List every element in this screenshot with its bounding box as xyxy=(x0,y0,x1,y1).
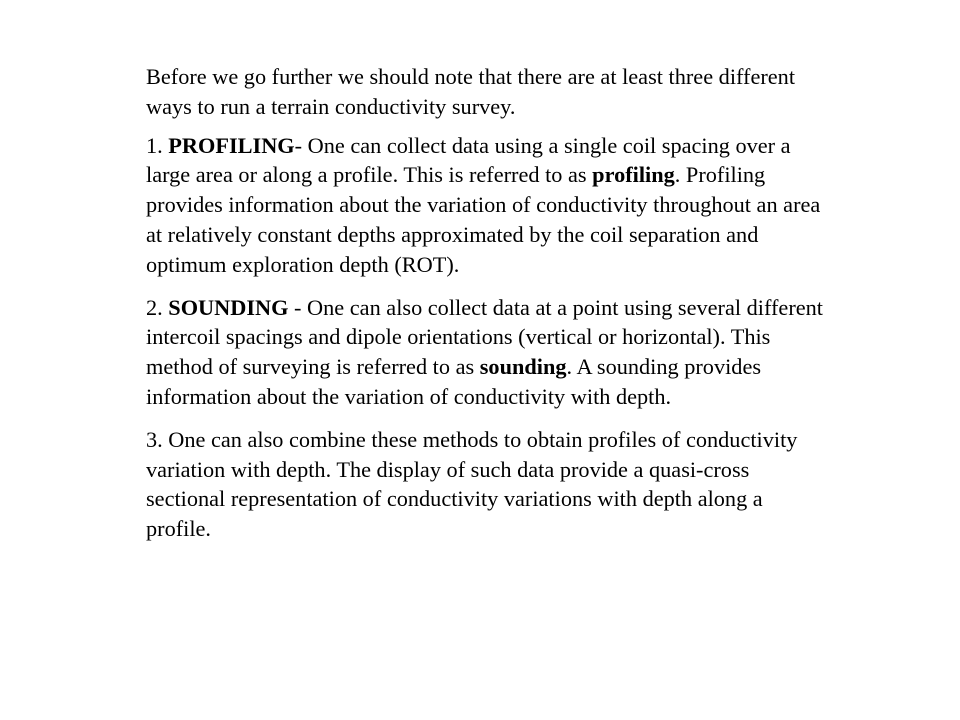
profiling-heading: PROFILING xyxy=(168,132,295,158)
combined-paragraph xyxy=(146,425,826,544)
sounding-number: 2. xyxy=(146,294,169,320)
intro-text: Before we go further we should note that there are at least three different ways to run a terrain conductivity survey. xyxy=(146,64,796,119)
slide-body xyxy=(146,62,826,557)
sounding-text-a: - One can also collect data at a point using several different intercoil spacings and dipole orientations (vertical or horizontal). This method of surveying is referred to as xyxy=(146,294,823,380)
profiling-number: 1. xyxy=(146,132,169,158)
intro-paragraph xyxy=(146,62,826,122)
sounding-term: sounding xyxy=(479,354,567,380)
profiling-paragraph xyxy=(146,131,826,280)
sounding-text-b: . A sounding provides information about the variation of conductivity with depth. xyxy=(146,354,762,409)
profiling-text-a: - One can collect data using a single coil spacing over a large area or along a profile. This is referred to as xyxy=(146,132,791,188)
profiling-text-b: . Profiling provides information about the variation of conductivity throughout an area at relatively constant depths approximated by the coil separation and optimum exploration depth (ROT). xyxy=(146,162,821,277)
sounding-heading: SOUNDING xyxy=(168,294,289,320)
combined-text: 3. One can also combine these methods to obtain profiles of conductivity variation with depth. The display of such data provide a quasi-cross sectional representation of conductivity variations with depth along a profile. xyxy=(146,426,798,542)
profiling-term: profiling xyxy=(592,162,675,188)
sounding-paragraph xyxy=(146,293,826,412)
